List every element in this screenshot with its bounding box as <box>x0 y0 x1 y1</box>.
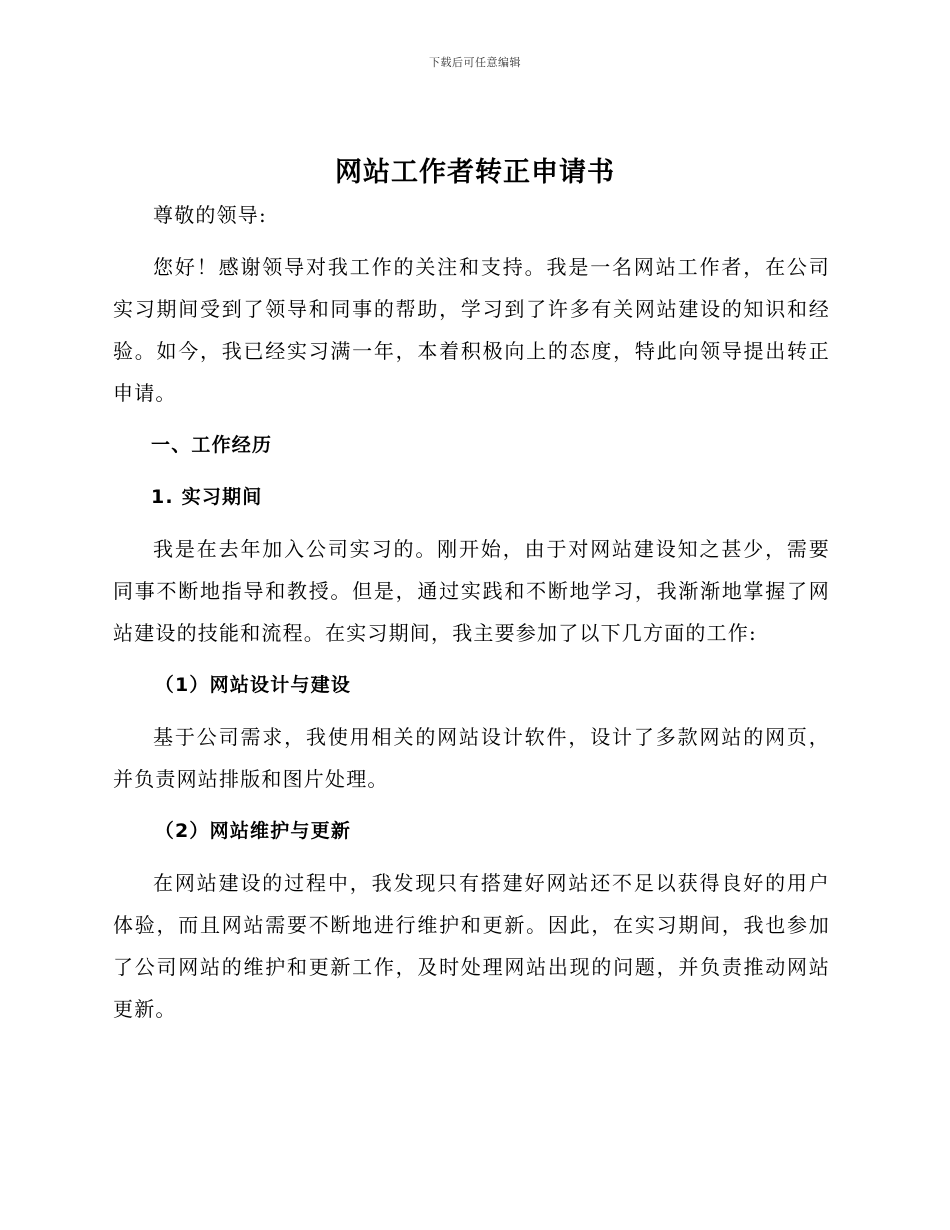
section-heading-work-experience: 一、工作经历 <box>151 434 273 456</box>
item-paragraph-design: 基于公司需求，我使用相关的网站设计软件，设计了多款网站的网页，并负责网站排版和图片处理。 <box>113 725 830 791</box>
item-heading-maintenance: （2）网站维护与更新 <box>154 820 352 842</box>
item-heading-design: （1）网站设计与建设 <box>154 674 352 696</box>
intro-paragraph: 您好！感谢领导对我工作的关注和支持。我是一名网站工作者，在公司实习期间受到了领导和同事的帮助，学习到了许多有关网站建设的知识和经验。如今，我已经实习满一年，本着积极向上的态度，特此向领导提出转正申请。 <box>113 255 830 405</box>
document-title: 网站工作者转正申请书 <box>335 157 615 188</box>
subsection-heading-internship: 1. 实习期间 <box>151 486 263 508</box>
header-note: 下载后可任意编辑 <box>429 56 521 69</box>
document-body <box>113 194 830 1040</box>
greeting: 尊敬的领导: <box>153 203 267 227</box>
item-paragraph-maintenance: 在网站建设的过程中，我发现只有搭建好网站还不足以获得良好的用户体验，而且网站需要不断地进行维护和更新。因此，在实习期间，我也参加了公司网站的维护和更新工作，及时处理网站出现的问题，并负责推动网站更新。 <box>113 871 830 1021</box>
internship-paragraph: 我是在去年加入公司实习的。刚开始，由于对网站建设知之甚少，需要同事不断地指导和教授。但是，通过实践和不断地学习，我渐渐地掌握了网站建设的技能和流程。在实习期间，我主要参加了以下几方面的工作: <box>113 537 830 645</box>
